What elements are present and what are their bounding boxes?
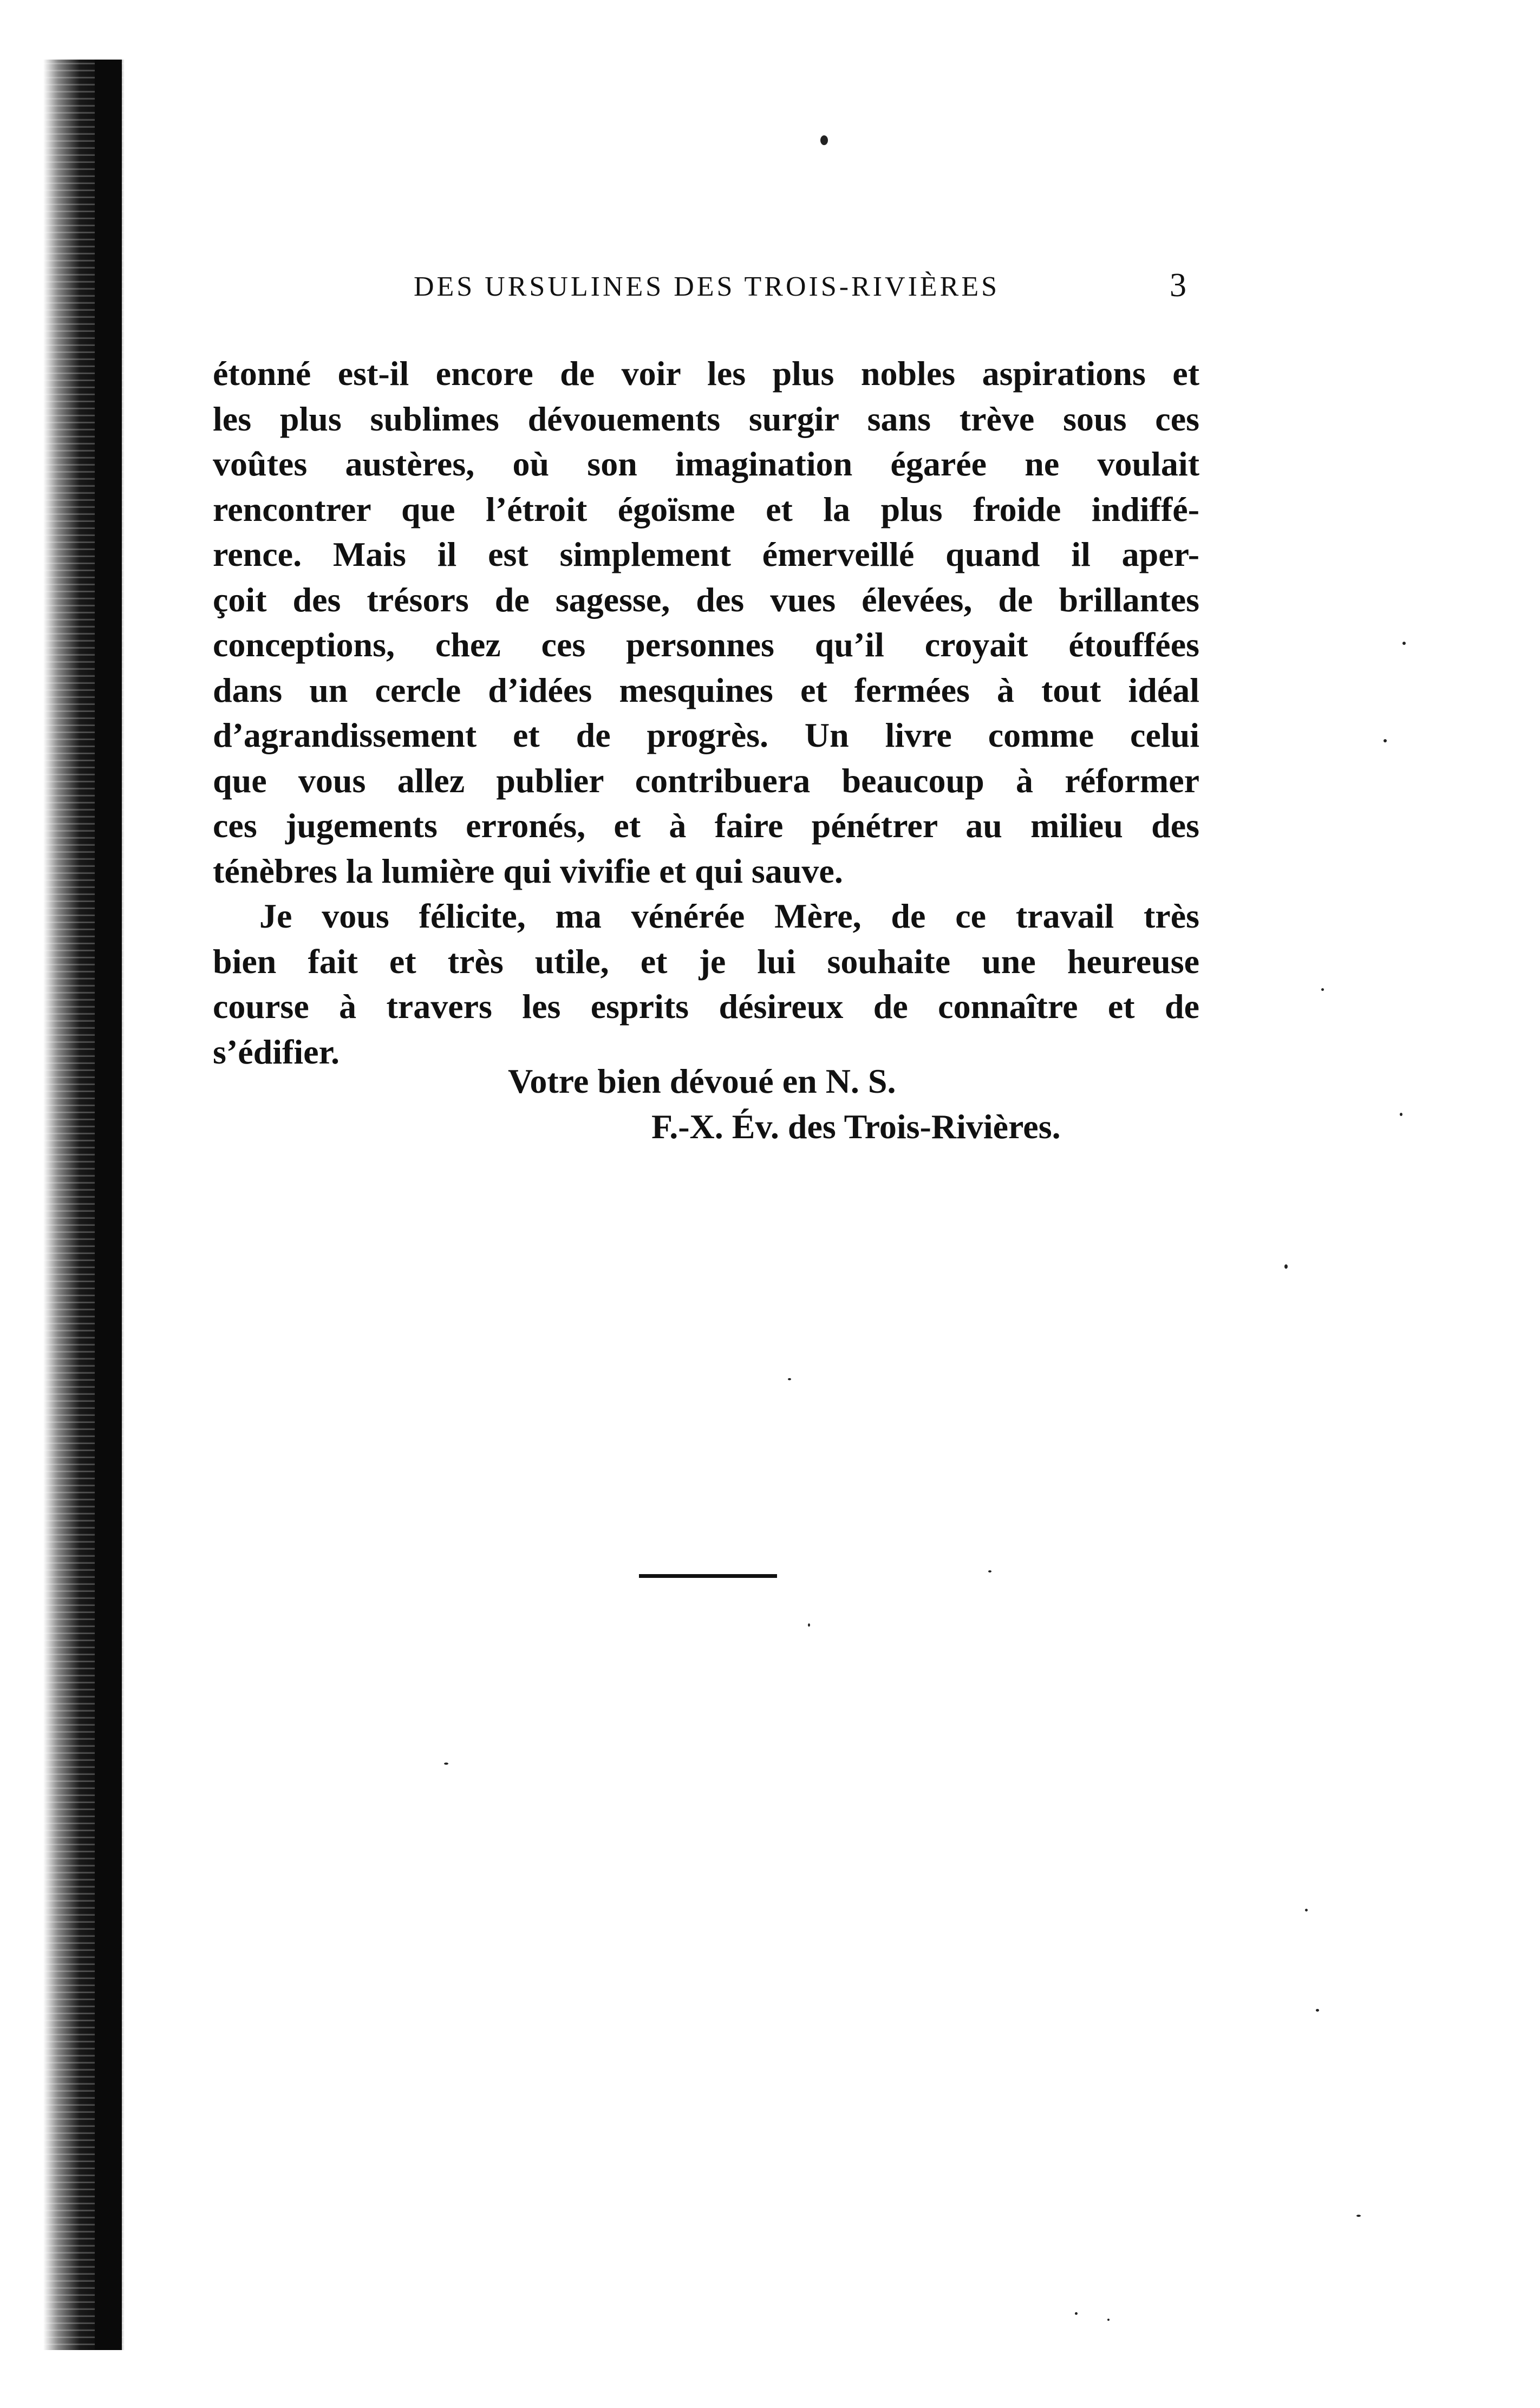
- body-line: voûtes austères, où son imagination égarée ne voulait: [213, 445, 1199, 483]
- body-line: rencontrer que l’étroit égoïsme et la plus froide indiffé-: [213, 490, 1199, 528]
- scan-speck: [1075, 2312, 1078, 2315]
- scan-speck: [444, 1763, 448, 1765]
- scan-speck: [1321, 988, 1324, 991]
- body-line: étonné est-il encore de voir les plus nobles aspirations et: [213, 354, 1199, 393]
- scan-speck: [1316, 2009, 1319, 2012]
- page-number: 3: [1170, 267, 1186, 304]
- scanned-binding-edge: [43, 60, 125, 2350]
- scan-speck: [1107, 2319, 1110, 2321]
- body-line: s’édifier.: [213, 1032, 340, 1071]
- body-line: que vous allez publier contribuera beaucoup à réformer: [213, 761, 1199, 800]
- body-line: Je vous félicite, ma vénérée Mère, de ce travail très: [259, 897, 1199, 935]
- body-text: [213, 351, 1199, 1074]
- scan-speck: [1284, 1264, 1288, 1269]
- body-line: ténèbres la lumière qui vivifie et qui sauve.: [213, 851, 843, 890]
- scan-speck: [808, 1623, 810, 1627]
- scan-speck: [1402, 642, 1406, 645]
- scan-speck: [820, 135, 828, 145]
- body-line: bien fait et très utile, et je lui souhaite une heureuse: [213, 942, 1199, 981]
- section-rule: [639, 1574, 777, 1578]
- running-head: DES URSULINES DES TROIS-RIVIÈRES: [413, 271, 1000, 302]
- body-line: d’agrandissement et de progrès. Un livre comme celui: [213, 716, 1199, 754]
- body-line: çoit des trésors de sagesse, des vues élevées, de brillantes: [213, 580, 1199, 619]
- body-line: rence. Mais il est simplement émerveillé quand il aper-: [213, 535, 1199, 573]
- body-line: course à travers les esprits désireux de connaître et de: [213, 987, 1199, 1026]
- scan-speck: [788, 1378, 791, 1380]
- body-line: les plus sublimes dévouements surgir sans trève sous ces: [213, 399, 1199, 438]
- signature-line: F.-X. Év. des Trois-Rivières.: [651, 1107, 1061, 1146]
- scan-speck: [988, 1570, 991, 1572]
- scan-speck: [1305, 1909, 1308, 1911]
- body-line: ces jugements erronés, et à faire pénétrer au milieu des: [213, 806, 1199, 845]
- closing-line: Votre bien dévoué en N. S.: [508, 1062, 896, 1100]
- body-line: dans un cercle d’idées mesquines et fermées à tout idéal: [213, 670, 1199, 709]
- scan-speck: [1356, 2215, 1361, 2217]
- scan-speck: [1400, 1113, 1402, 1116]
- body-line: conceptions, chez ces personnes qu’il croyait étouffées: [213, 625, 1199, 664]
- scan-speck: [1384, 739, 1387, 742]
